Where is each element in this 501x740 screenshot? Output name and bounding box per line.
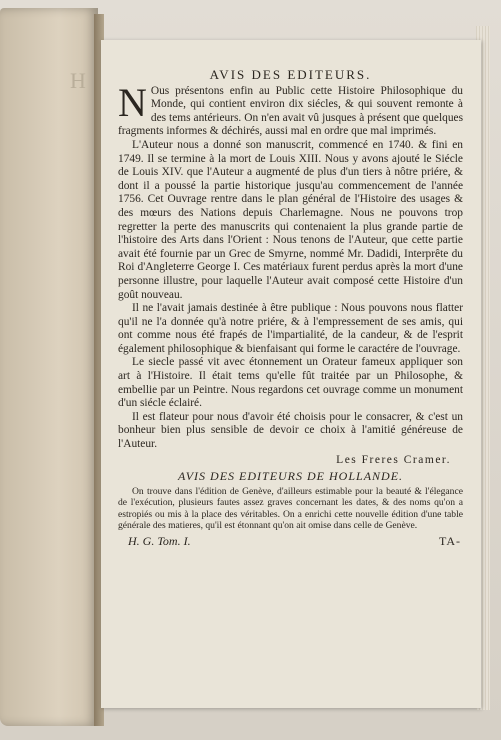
drop-cap: N	[118, 79, 147, 125]
paragraph-2: L'Auteur nous a donné son manuscrit, commencé en 1740. & fini en 1749. Il se termine à la mort de Louis XIII. Nous y avons ajouté le Siécle de Louis XIV. que l'Auteur a augmenté de plus d'un tiers à nôtre priére, & dont il a poussé la partie historique jusqu'au commencement de l'année 1756. Cet Ouvrage rentre dans le plan général de l'Histoire des usages & des mœurs des Nations depuis Charlemagne. Nous ne pouvons trop regretter la perte des manuscrits qui contenaient la plus grande partie de l'histoire des Arts dans l'Orient : Nous tenons de l'Auteur, que cette partie avait été fournie par un Grec de Smyrne, nommé Mr. Dadidi, Interprête du Roi d'Angleterre George I. Ces matériaux furent perdus après la mort d'une personne illustre, pour laquelle l'Auteur avait composé cette Histoire d'un goût nouveau.	[118, 138, 463, 301]
left-page	[0, 8, 98, 726]
paragraph-5: Il est flateur pour nous d'avoir été choisis pour le consacrer, & c'est un bonheur bien plus sensible de devoir ce choix à l'amitié généreuse de l'Auteur.	[118, 410, 463, 451]
paragraph-1	[118, 79, 463, 139]
paragraph-6: On trouve dans l'édition de Genève, d'ailleurs estimable pour la beauté & l'élegance de l'exécution, plusieurs fautes assez graves concernant les dates, & des noms qu'on a estropiés ou mis à la place des véritables. On a enrichi cette nouvelle édition d'une table générale des matieres, qu'il est étonnant qu'on ait omise dans celle de Genève.	[118, 485, 463, 532]
second-heading: AVIS DES EDITEURS DE HOLLANDE.	[177, 469, 404, 484]
catchword: TA-	[438, 534, 461, 549]
paragraph-3: Il ne l'avait jamais destinée à être publique : Nous pouvons nous flatter qu'il ne l'a donnée qu'à notre priére, & à l'empressement de ses amis, qui ont comme nous été frapés de l'impartialité, de la candeur, & de l'esprit également philosophique & bienfaisant qui forme le caractére de l'ouvrage.	[118, 302, 463, 355]
page-footer	[118, 535, 463, 549]
page-heading: AVIS DES EDITEURS.	[209, 67, 372, 82]
signature-mark: H. G. Tom. I.	[128, 534, 191, 549]
page-text	[118, 68, 463, 549]
left-page-bleed: H	[70, 68, 86, 93]
paragraph-4: Le siecle passé vit avec étonnement un Orateur fameux appliquer son art à l'Histoire. Il était tems qu'elle fût traitée par un Philosophe, & embellie par un Peintre. Nous regardons cet ouvrage comme un monument d'un siécle éclairé.	[118, 356, 463, 410]
paragraph-1-text: Ous présentons enfin au Public cette Histoire Philosophique du Monde, qui contient environ dix siécles, & qui souvent remonte à des tems antérieurs. On n'en avait vû jusques à présent que quelques fragments informes & déchirés, aussi mal en ordre que mal imprimés.	[118, 84, 463, 138]
signature: Les Freres Cramer.	[336, 453, 451, 466]
